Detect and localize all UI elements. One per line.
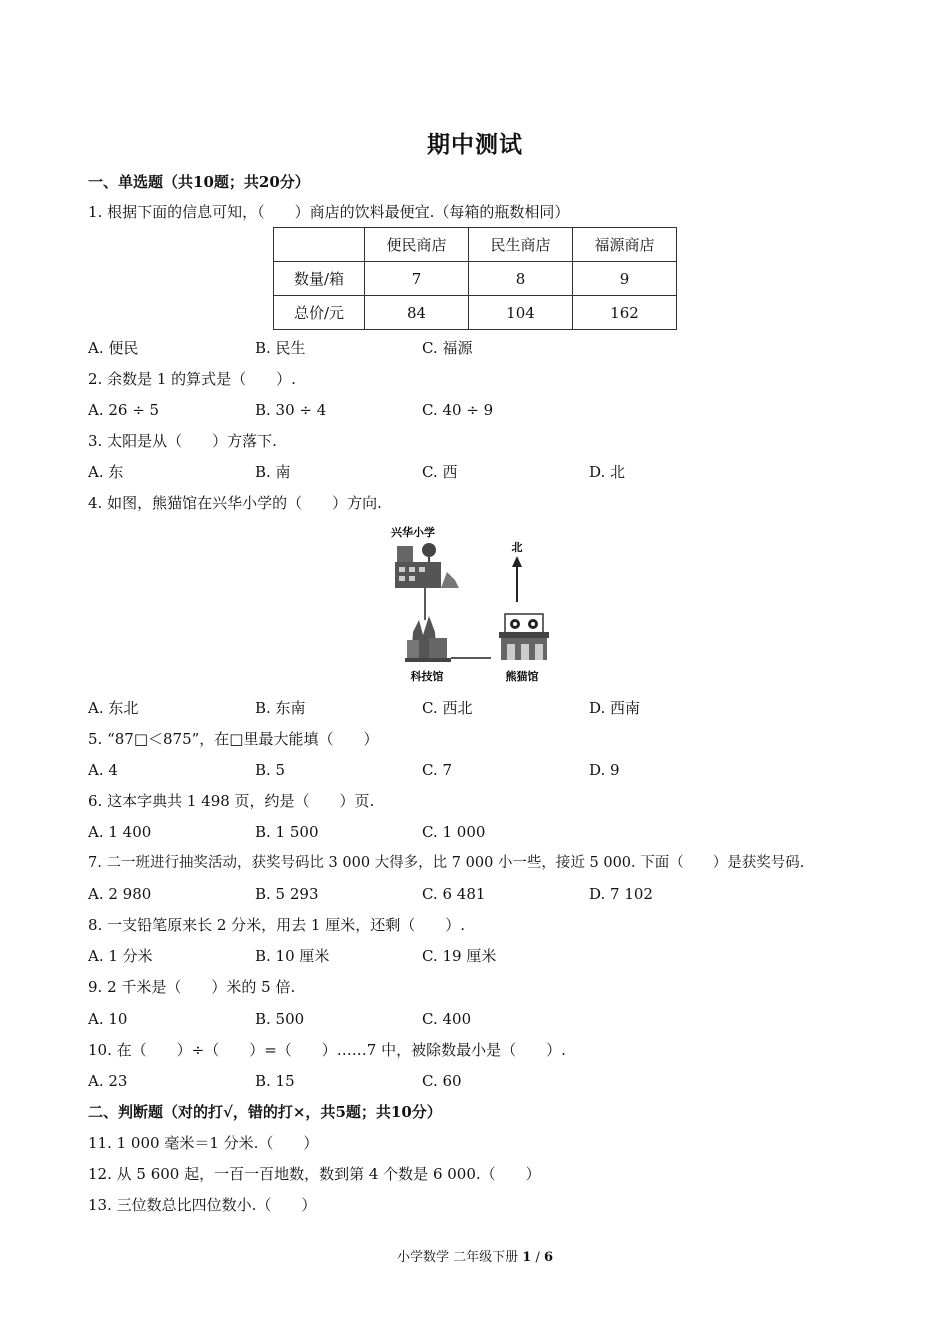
q4-option-c: C. 西北 (422, 699, 473, 717)
table-cell: 9 (573, 262, 677, 296)
question-10: 10. 在（ ）÷（ ）=（ ）……7 中，被除数最小是（ ）. (88, 1041, 566, 1059)
shop-price-table (273, 227, 677, 330)
q6-option-b: B. 1 500 (255, 823, 319, 841)
table-cell: 162 (573, 296, 677, 330)
table-cell: 总价/元 (274, 296, 365, 330)
section1-heading: 一、单选题（共10题；共20分） (88, 173, 310, 191)
q5-option-d: D. 9 (589, 761, 620, 779)
q3-option-a: A. 东 (88, 463, 124, 481)
table-row (274, 296, 677, 330)
q4-option-a: A. 东北 (88, 699, 139, 717)
question-4: 4. 如图，熊猫馆在兴华小学的（ ）方向. (88, 494, 382, 512)
table-header-cell: 福源商店 (573, 228, 677, 262)
page-number: 1 (522, 1250, 532, 1265)
table-cell: 84 (365, 296, 469, 330)
question-13: 13. 三位数总比四位数小.（ ） (88, 1196, 317, 1214)
table-header-row (274, 228, 677, 262)
science-label: 科技馆 (410, 670, 444, 683)
q8-option-a: A. 1 分米 (88, 947, 153, 965)
q9-option-a: A. 10 (88, 1010, 128, 1028)
question-5: 5. “87□＜875”，在□里最大能填（ ） (88, 730, 379, 748)
q3-option-d: D. 北 (589, 463, 626, 481)
q1-option-b: B. 民生 (255, 339, 306, 357)
school-label: 兴华小学 (391, 526, 435, 539)
question-6: 6. 这本字典共 1 498 页，约是（ ）页. (88, 792, 375, 810)
page-title: 期中测试 (427, 131, 523, 158)
q5-option-a: A. 4 (88, 761, 118, 779)
q5-option-c: C. 7 (422, 761, 453, 779)
page-footer: 小学数学 二年级下册 1 / 6 (396, 1250, 554, 1265)
q7-option-d: D. 7 102 (589, 885, 653, 903)
q2-option-c: C. 40 ÷ 9 (422, 401, 494, 419)
q5-option-b: B. 5 (255, 761, 286, 779)
north-arrow-icon (512, 556, 522, 602)
q1-option-a: A. 便民 (88, 339, 139, 357)
page-total: 6 (543, 1250, 554, 1265)
q4-option-b: B. 东南 (255, 699, 306, 717)
q4-option-d: D. 西南 (589, 699, 641, 717)
q7-option-b: B. 5 293 (255, 885, 319, 903)
table-cell: 104 (469, 296, 573, 330)
question-1: 1. 根据下面的信息可知，（ ）商店的饮料最便宜.（每箱的瓶数相同） (88, 203, 570, 221)
table-header-cell: 民生商店 (469, 228, 573, 262)
q2-option-b: B. 30 ÷ 4 (255, 401, 327, 419)
q1-option-c: C. 福源 (422, 339, 473, 357)
section2-heading: 二、判断题（对的打√，错的打×，共5题；共10分） (88, 1103, 442, 1121)
school-building-icon (395, 543, 459, 588)
location-map-figure (375, 520, 555, 690)
question-9: 9. 2 千米是（ ）米的 5 倍. (88, 978, 296, 996)
table-header-cell (274, 228, 365, 262)
question-12: 12. 从 5 600 起，一百一百地数，数到第 4 个数是 6 000.（ ） (88, 1165, 541, 1183)
q9-option-c: C. 400 (422, 1010, 472, 1028)
q7-option-c: C. 6 481 (422, 885, 486, 903)
question-8: 8. 一支铅笔原来长 2 分米，用去 1 厘米，还剩（ ）. (88, 916, 466, 934)
table-header-cell: 便民商店 (365, 228, 469, 262)
q3-option-c: C. 西 (422, 463, 458, 481)
q6-option-a: A. 1 400 (88, 823, 152, 841)
north-label: 北 (511, 541, 523, 554)
q2-option-a: A. 26 ÷ 5 (88, 401, 160, 419)
question-7: 7. 二一班进行抽奖活动，获奖号码比 3 000 大得多，比 7 000 小一些，接近 5 000. 下面（ ）是获奖号码. (88, 855, 805, 871)
q9-option-b: B. 500 (255, 1010, 305, 1028)
panda-label: 熊猫馆 (505, 670, 539, 683)
q6-option-c: C. 1 000 (422, 823, 486, 841)
q10-option-c: C. 60 (422, 1072, 462, 1090)
q10-option-b: B. 15 (255, 1072, 295, 1090)
question-11: 11. 1 000 毫米＝1 分米.（ ） (88, 1134, 319, 1152)
table-cell: 7 (365, 262, 469, 296)
table-cell: 8 (469, 262, 573, 296)
table-cell: 数量/箱 (274, 262, 365, 296)
q10-option-a: A. 23 (88, 1072, 128, 1090)
q8-option-c: C. 19 厘米 (422, 947, 497, 965)
panda-house-icon (499, 614, 549, 660)
question-2: 2. 余数是 1 的算式是（ ）. (88, 370, 296, 388)
q8-option-b: B. 10 厘米 (255, 947, 330, 965)
q7-option-a: A. 2 980 (88, 885, 152, 903)
q3-option-b: B. 南 (255, 463, 291, 481)
table-row (274, 262, 677, 296)
science-museum-icon (405, 616, 451, 662)
question-3: 3. 太阳是从（ ）方落下. (88, 432, 277, 450)
